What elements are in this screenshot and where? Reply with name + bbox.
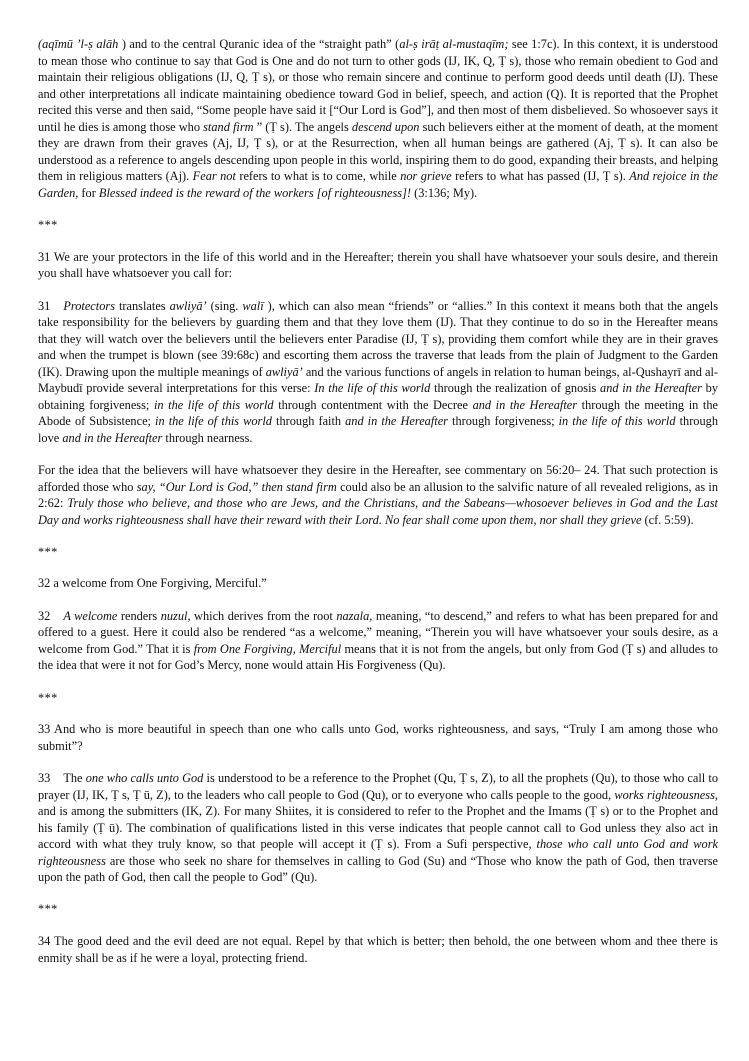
italic-run: say, “Our Lord is God,” then stand firm: [136, 479, 337, 494]
commentary-paragraph: [38, 608, 718, 674]
text-run: ), which can also mean “friends” or “allies.” In this context it means both that the angels take responsibility for the believers by guarding them and that they love them (IJ). That they continue to do so in the Hereafter means that they will watch over the believers until the believers enter Paradise (IJ, Ṭ s), providing them comfort while they are in their graves and when the trumpet is blown (see 39:68c) and escorting them across the traverse that leads from the plain of Judgment to the Garden (IK). Drawing upon the multiple meanings of: [38, 298, 718, 379]
verse-text: [38, 575, 718, 592]
section-separator: ***: [38, 690, 58, 705]
italic-run: and in the Hereafter: [62, 430, 163, 445]
text-run: meaning, “to descend,” and refers to what has been prepared for and offered to a guest. Here it could also be rendered “as a welcome,” meaning, “Therein you will have whatsoever your souls desire, as a welcome from God.” That it is: [38, 608, 719, 656]
italic-run: in the life of this world: [153, 397, 274, 412]
italic-run: in the life of this world: [558, 414, 676, 429]
italic-run: works righteousness,: [614, 787, 718, 802]
italic-run: And rejoice in the Garden,: [38, 169, 718, 200]
verse-text: [38, 933, 718, 966]
text-run: see 1:7c). In this context, it is understood to mean those who continue to say that God is One and do not turn to other gods (IJ, IK, Q, Ṭ s), those who remain obedient to God and maintain their religious obligations (IJ, Q, Ṭ s), or those who remain sincere and continue to perform good deeds until death (IJ). These and other interpretations all indicate maintaining obedience toward God in belief, speech, and action (Q). It is reported that the Prophet recited this verse and then said, “Some people have said it [“Our Lord is God”], and then most of them disbelieved. So whosoever says it until he dies is among those who: [38, 37, 718, 134]
italic-run: and in the Hereafter: [472, 397, 578, 412]
italic-run: descend upon: [351, 119, 420, 134]
section-separator: ***: [38, 217, 58, 232]
section-separator: ***: [38, 902, 58, 917]
text-run: ) and to the central Quranic idea of the “straight path” (: [121, 37, 400, 51]
italic-run: (aqīmū ’l-ṣ alāh: [38, 37, 122, 51]
indent-space: [50, 608, 63, 625]
italic-run: those who call unto God and work righteousness: [38, 837, 718, 868]
text-run: 31: [38, 298, 51, 313]
text-run: 33 And who is more beautiful in speech than one who calls unto God, works righteousness, and says, “Truly I am among those who submit”?: [38, 722, 718, 753]
commentary-paragraph: [38, 36, 718, 201]
italic-run: and in the Hereafter: [345, 414, 448, 429]
text-run: translates: [115, 298, 170, 313]
text-run: through the meeting in the Abode of Subsistence;: [38, 397, 718, 429]
text-run: (sing.: [206, 298, 243, 313]
italic-run: stand firm: [203, 119, 257, 134]
text-run: is understood to be a reference to the Prophet (Qu, Ṭ s, Z), to all the prophets (Qu), to those who call to prayer (IJ, IK, Ṭ s, Ṭ ū, Z), to the leaders who call people to God (Qu), or to everyone who calls people to the good,: [38, 771, 718, 802]
italic-run: awliyā’: [265, 364, 303, 379]
italic-run: A welcome: [63, 608, 118, 623]
text-run: for: [78, 185, 99, 200]
text-run: 33: [38, 771, 51, 786]
text-run: could also be an allusion to the salvific nature of all revealed religions, as in 2:62:: [38, 479, 719, 511]
italic-run: Fear not: [192, 169, 236, 184]
text-run: and is among the submitters (IK, Z). For many Shiites, it is considered to refer to the Prophet and the Imams (Ṭ s) or to the Prophet and his family (Ṭ ū). The combination of qualifications listed in this verse indicates that people cannot call to God unless they also act in accord with what they truly know, so that people will accept it (Ṭ s). From a Sufi perspective,: [38, 804, 718, 852]
italic-run: nuzul,: [160, 608, 191, 623]
text-run: through faith: [271, 414, 346, 429]
italic-run: In the life of this world: [314, 381, 431, 396]
italic-run: nor grieve: [400, 169, 452, 184]
section-separator: ***: [38, 544, 58, 559]
italic-run: walī: [242, 298, 264, 313]
text-run: are those who seek no share for themselves in calling to God (Su) and “Those who know the path of God, then traverse upon the path of God, then call the people to God” (Qu).: [38, 853, 718, 885]
text-run: through contentment with the Decree: [273, 397, 473, 412]
italic-run: and in the Hereafter: [600, 381, 702, 396]
text-run: The: [63, 771, 86, 786]
italic-run: Protectors: [63, 298, 115, 313]
page-content: [38, 36, 718, 966]
commentary-paragraph: [38, 770, 718, 886]
italic-run: Blessed indeed is the reward of the workers [of righteousness]!: [98, 185, 412, 200]
indent-space: [50, 770, 63, 787]
text-run: such believers either at the moment of death, at the moment they are drawn from their graves (Aj, IJ, Ṭ s), or at the Resurrection, when all human beings are gathered (Aj, Ṭ s). It can also be understood as a reference to angels descending upon people in this world, inspiring them to do good, expanding their breasts, and helping them in religious matters (Aj).: [38, 119, 719, 184]
italic-run: Truly those who believe, and those who are Jews, and the Christians, and the Sabeans—whosoever believes in God and the Last Day and works righteousness shall have their reward with their Lord. No fear shall come upon them, nor shall they grieve: [38, 496, 718, 527]
text-run: renders: [117, 608, 161, 623]
verse-text: [38, 721, 718, 754]
commentary-paragraph: [38, 462, 718, 528]
text-run: 31 We are your protectors in the life of this world and in the Hereafter; therein you shall have whatsoever your souls desire, and therein you shall have whatsoever you call for:: [38, 249, 718, 281]
text-run: by obtaining forgiveness;: [38, 381, 719, 412]
text-run: (cf. 5:59).: [641, 512, 694, 527]
text-run: refers to what has passed (IJ, Ṭ s).: [451, 169, 630, 184]
text-run: through love: [38, 414, 718, 445]
verse-text: [38, 249, 718, 282]
text-run: through forgiveness;: [447, 414, 559, 429]
italic-run: one who calls unto God: [85, 771, 204, 786]
text-run: ” (Ṭ s). The angels: [256, 119, 352, 134]
text-run: which derives from the root: [190, 608, 337, 623]
text-run: refers to what is to come, while: [235, 169, 401, 184]
text-run: For the idea that the believers will have whatsoever they desire in the Hereafter, see commentary on 56:20– 24. That such protection is afforded those who: [38, 463, 718, 494]
text-run: (3:136; My).: [411, 185, 478, 200]
indent-space: [50, 298, 63, 315]
text-run: 32 a welcome from One Forgiving, Merciful.”: [38, 576, 267, 591]
text-run: 34 The good deed and the evil deed are not equal. Repel by that which is better; then behold, the one between whom and thee there is enmity shall be as if he were a loyal, protecting friend.: [38, 934, 718, 965]
italic-run: from One Forgiving, Merciful: [193, 641, 342, 656]
text-run: means that it is not from the angels, but only from God (Ṭ s) and alludes to the idea that were it not for God’s Mercy, none would attain His Forgiveness (Qu).: [38, 641, 718, 673]
italic-run: in the life of this world: [155, 414, 272, 429]
italic-run: awliyā’: [169, 298, 207, 313]
text-run: through the realization of gnosis: [430, 381, 601, 396]
commentary-paragraph: [38, 298, 718, 447]
text-run: through nearness.: [162, 430, 253, 445]
italic-run: al-ṣ irāṭ al-mustaqīm;: [399, 37, 509, 51]
text-run: 32: [38, 608, 51, 623]
italic-run: nazala,: [336, 608, 373, 623]
text-run: and the various functions of angels in relation to human beings, al-Qushayrī and al-Maybudī provide several interpretations for this verse:: [38, 364, 719, 396]
